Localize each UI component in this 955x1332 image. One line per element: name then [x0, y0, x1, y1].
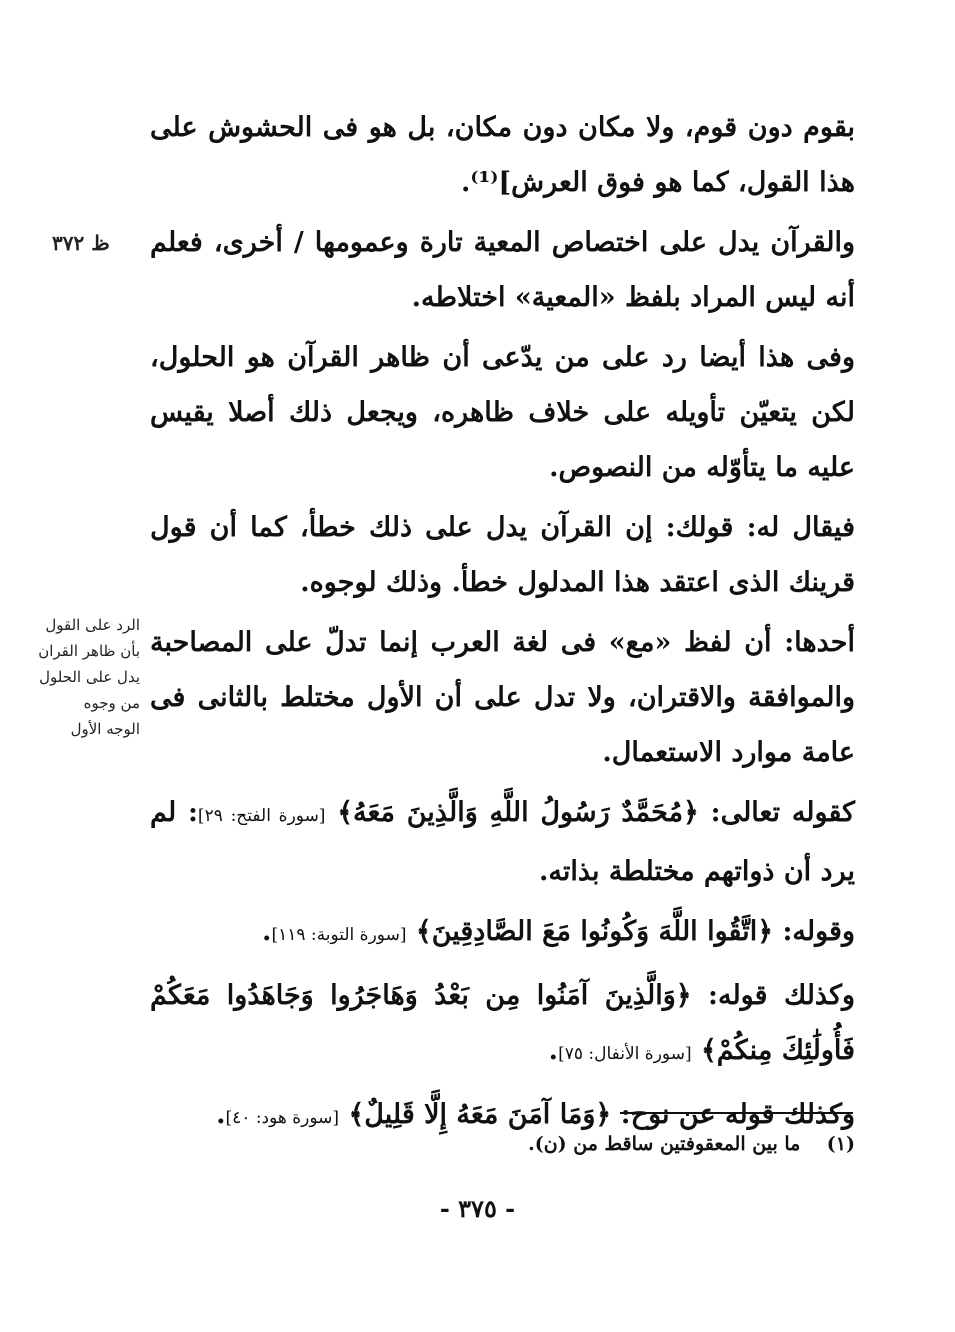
main-text	[150, 100, 855, 1146]
verse-lead: وكذلك قوله عن نوح:	[620, 1099, 855, 1130]
margin-gloss-line: الرد على القول	[45, 616, 140, 634]
surah-reference: [سورة الفتح: ٢٩]	[197, 806, 326, 826]
quran-quote: ﴿وَمَا آمَنَ مَعَهُ إِلَّا قَلِيلٌ﴾	[348, 1099, 612, 1130]
surah-reference: [سورة الأنفال: ٧٥]	[558, 1044, 692, 1064]
verse-citation	[150, 968, 855, 1082]
footnote-divider	[620, 1112, 853, 1114]
verse-tail: .	[548, 1035, 559, 1066]
margin-gloss	[20, 612, 140, 742]
margin-gloss-line: يدل على الحلول	[39, 668, 140, 686]
paragraph: والقرآن يدل على اختصاص المعية تارة وعمومها / أخرى، فعلم أنه ليس المراد بلفظ «المعية» اختلاطه.	[150, 227, 855, 313]
footnote	[528, 1130, 855, 1158]
verse-lead: وكذلك قوله:	[708, 980, 855, 1011]
paragraph: أحدها: أن لفظ «مع» فى لغة العرب إنما تدلّ على المصاحبة والموافقة والاقتران، ولا تدل على أن الأول مختلط بالثانى فى عامة موارد الاستعمال.	[150, 627, 855, 768]
paragraph: وفى هذا أيضا رد على من يدّعى أن ظاهر القرآن هو الحلول، لكن يتعيّن تأويله على خلاف ظاهره، ويجعل ذلك أصلا يقيس عليه ما يتأوّله من النصوص.	[150, 342, 855, 483]
surah-reference: [سورة التوبة: ١١٩]	[271, 925, 407, 945]
paragraph: بقوم دون قوم، ولا مكان دون مكان، بل هو فى الحشوش على هذا القول، كما هو فوق العرش]⁽¹⁾.	[150, 112, 855, 198]
verse-citation	[150, 904, 855, 963]
verse-tail: .	[262, 916, 272, 947]
verse-lead: وقوله:	[782, 916, 855, 947]
margin-gloss-line: بأن ظاهر القران	[38, 642, 140, 660]
surah-reference: [سورة هود: ٤٠]	[225, 1108, 340, 1128]
verse-lead: كقوله تعالى:	[710, 797, 855, 828]
verse-tail: : لم يرد أن ذواتهم مختلطة بذاته.	[150, 797, 855, 887]
verse-citation	[150, 785, 855, 899]
footnote-text: ما بين المعقوفتين ساقط من (ن).	[528, 1133, 801, 1155]
verse-tail: .	[216, 1099, 226, 1130]
page-number: - ٣٧٥ -	[439, 1194, 516, 1223]
quran-quote: ﴿مُحَمَّدٌ رَسُولُ اللَّهِ وَالَّذِينَ مَعَهُ﴾	[337, 797, 699, 828]
quran-quote: ﴿اتَّقُوا اللَّهَ وَكُونُوا مَعَ الصَّادِقِينَ﴾	[415, 916, 774, 947]
paragraph: فيقال له: قولك: إن القرآن يدل على ذلك خطأ، كما أن قول قرينك الذى اعتقد هذا المدلول خطأ. وذلك لوجوه.	[150, 512, 855, 598]
margin-gloss-line: الوجه الأول	[70, 720, 140, 738]
quran-quote: ﴿وَالَّذِينَ آمَنُوا مِن بَعْدُ وَهَاجَرُوا وَجَاهَدُوا مَعَكُمْ فَأُولَٰئِكَ مِنكُمْ﴾	[150, 980, 855, 1066]
manuscript-folio-marker: ظ ٣٧٢	[52, 231, 110, 255]
footnote-marker: (١)	[826, 1133, 855, 1155]
margin-gloss-line: من وجوه	[83, 694, 140, 712]
